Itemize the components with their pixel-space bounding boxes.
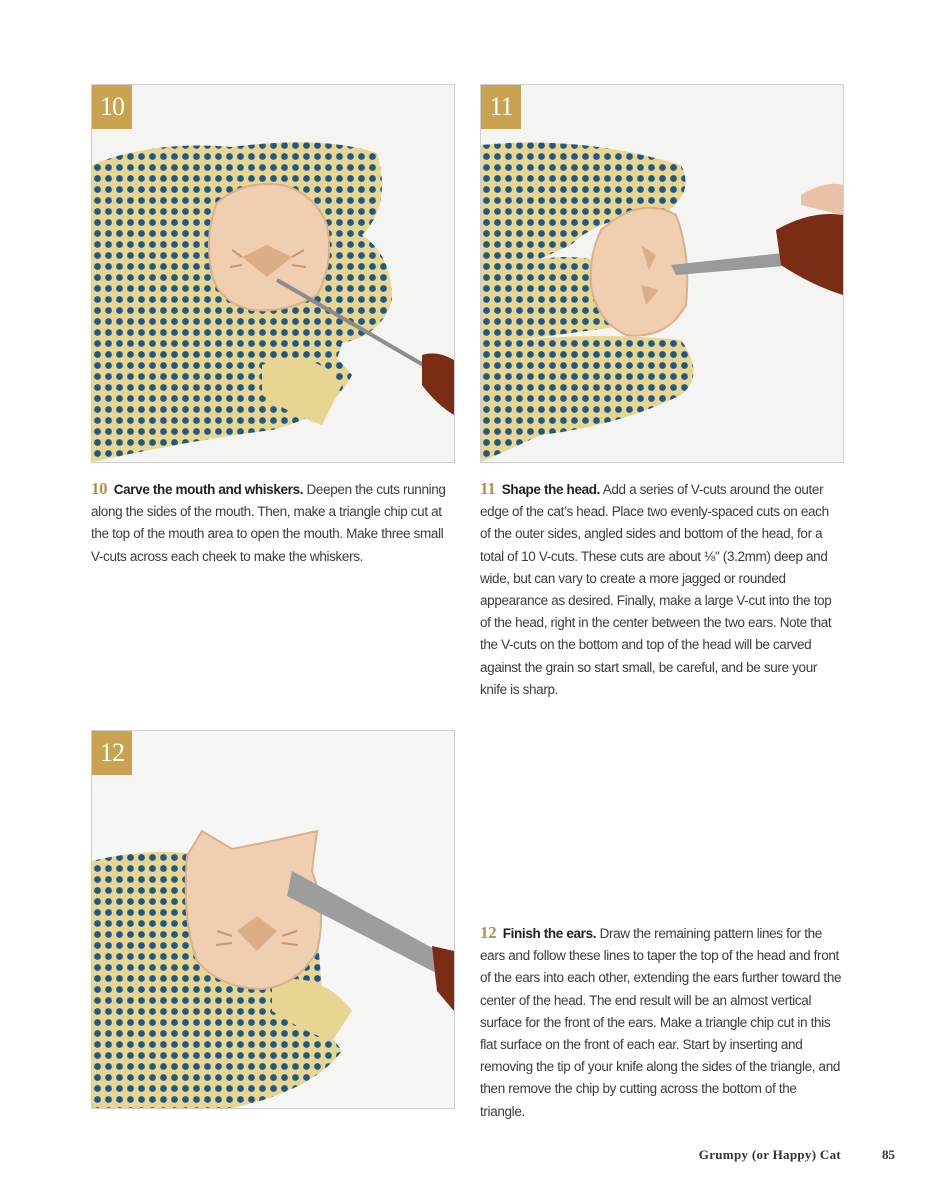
page-number: 85 xyxy=(882,1147,895,1162)
step-title: Shape the head. xyxy=(501,482,601,497)
step-number: 11 xyxy=(480,479,496,498)
step-title: Finish the ears. xyxy=(502,926,597,941)
page-footer xyxy=(0,1147,934,1167)
step-number: 12 xyxy=(480,923,497,942)
gloved-hand-carving-photo xyxy=(92,731,454,1108)
step-number-badge: 12 xyxy=(92,731,132,775)
gloved-hand-carving-photo xyxy=(481,85,843,462)
step-10-photo xyxy=(91,84,455,463)
step-11-photo xyxy=(480,84,844,463)
step-title: Carve the mouth and whiskers. xyxy=(113,482,304,497)
step-number-badge: 11 xyxy=(481,85,521,129)
step-11-text xyxy=(480,478,842,701)
step-body: Add a series of V-cuts around the outer edge of the cat’s head. Place two evenly-spaced cuts on each of the outer sides, angled sides and bottom of the head, for a total of 10 V-cuts. These cuts are about ⅛" (3.2mm) deep and wide, but can vary to create a more jagged or rounded appearance as desired. Finally, make a large V-cut into the top of the head, right in the center between the two ears. Note that the V-cuts on the bottom and top of the head will be carved against the grain so start small, be careful, and be sure your knife is sharp. xyxy=(480,482,832,697)
gloved-hand-carving-photo xyxy=(92,85,454,462)
running-footer-title: Grumpy (or Happy) Cat xyxy=(698,1147,841,1162)
step-10-text xyxy=(91,478,453,568)
step-body: Draw the remaining pattern lines for the ears and follow these lines to taper the top of the head and front of the ears into each other, extending the ears further toward the center of the head. The end result will be an almost vertical surface for the front of the ears. Make a triangle chip cut in this flat surface on the front of each ear. Start by inserting and removing the tip of your knife along the sides of the triangle, and then remove the chip by cutting across the bottom of the triangle. xyxy=(480,926,842,1119)
step-number: 10 xyxy=(91,479,108,498)
step-body: Deepen the cuts running along the sides of the mouth. Then, make a triangle chip cut at the top of the mouth area to open the mouth. Make three small V-cuts across each cheek to make the whiskers. xyxy=(91,482,446,564)
step-number-badge: 10 xyxy=(92,85,132,129)
step-12-text xyxy=(480,922,842,1123)
step-12-photo xyxy=(91,730,455,1109)
